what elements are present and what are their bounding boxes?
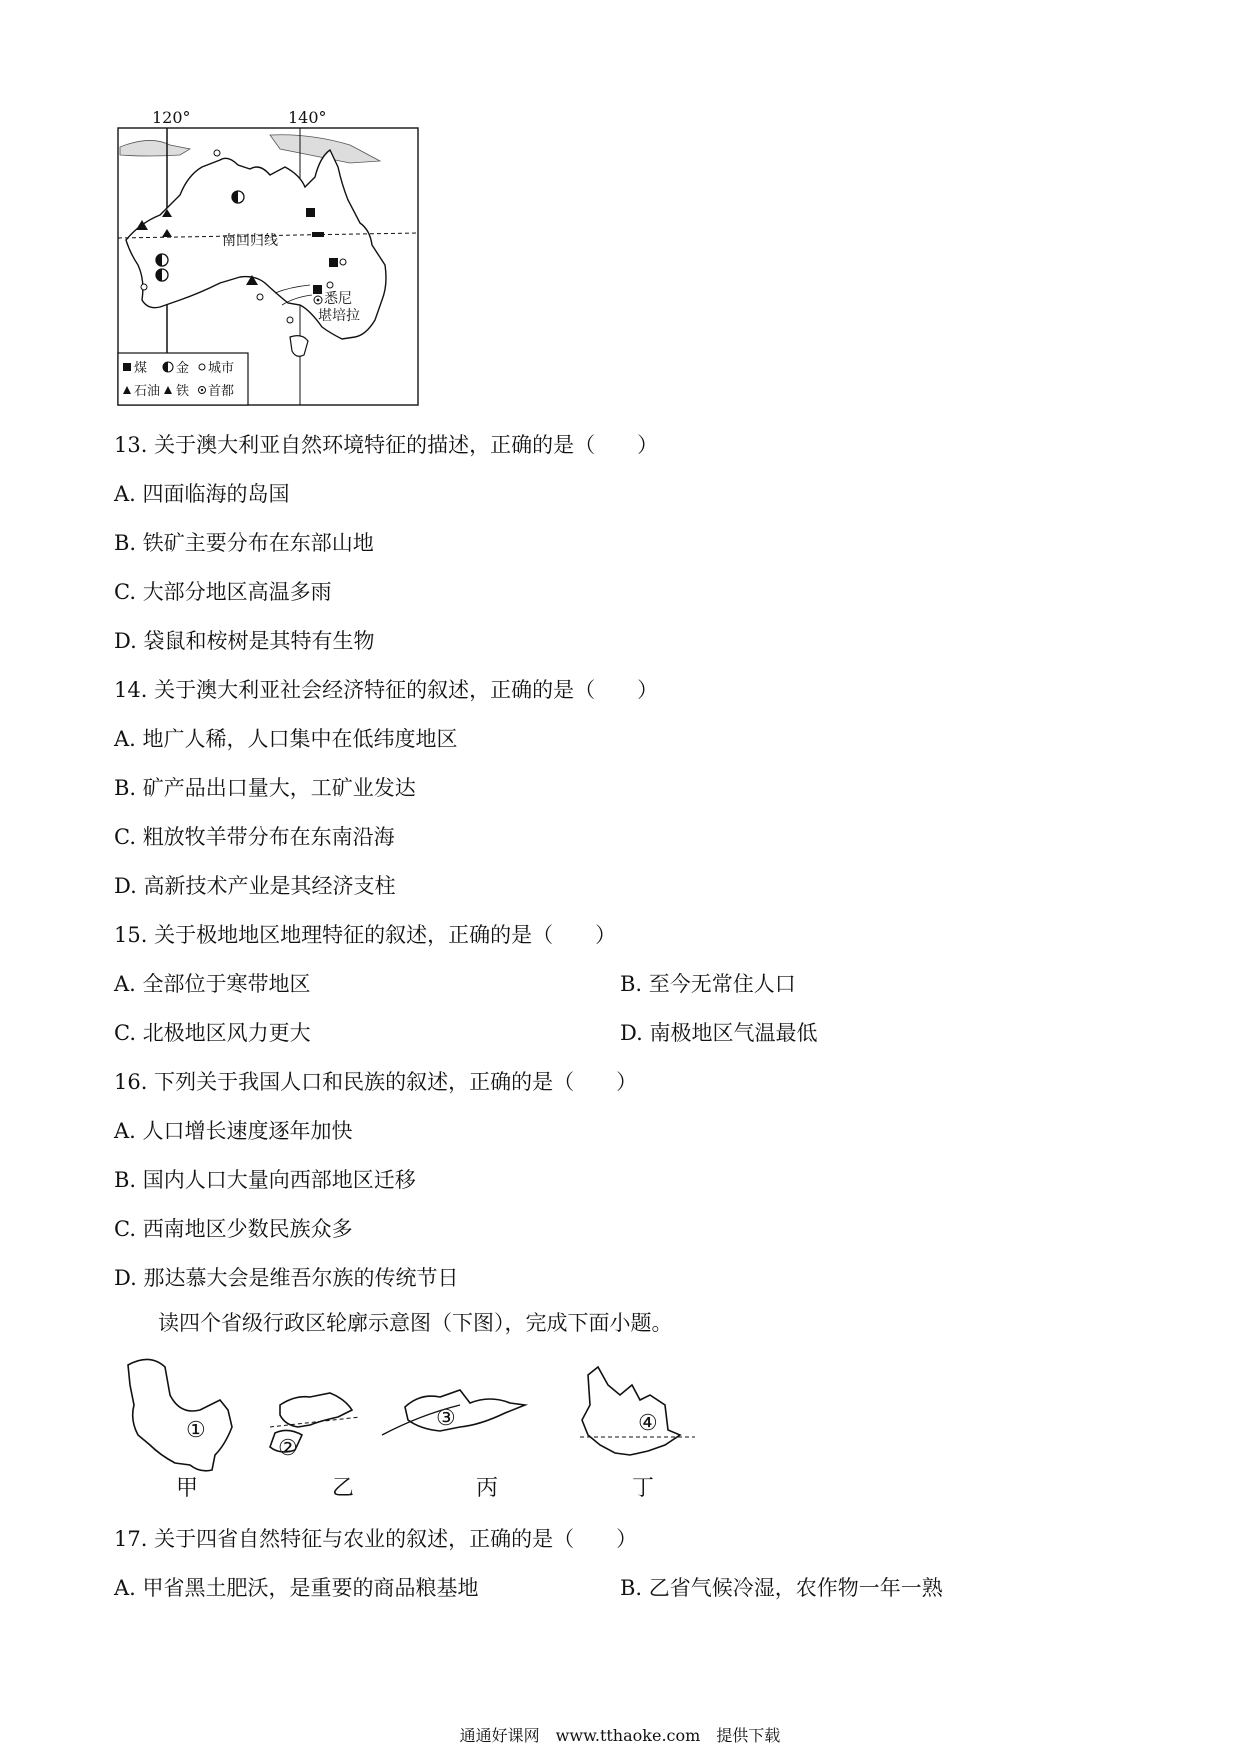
capital-icon (314, 296, 322, 304)
option-letter: A. (114, 482, 136, 506)
option-14-a (114, 726, 458, 752)
coal-icon (313, 285, 322, 294)
city-icon (327, 282, 333, 288)
question-text: 关于澳大利亚社会经济特征的叙述，正确的是（ ） (154, 678, 659, 702)
province-outlines (120, 1355, 720, 1505)
option-letter: B. (114, 1168, 137, 1192)
option-15-d (620, 1020, 817, 1046)
legend-gold-icon (163, 362, 173, 372)
province-ding-name: 丁 (632, 1476, 655, 1501)
legend-capital-label: 首都 (208, 384, 235, 399)
province-ding-outline (582, 1367, 680, 1455)
option-letter: A. (114, 972, 136, 996)
option-text: 甲省黑土肥沃，是重要的商品粮基地 (142, 1576, 479, 1600)
option-letter: B. (114, 531, 137, 555)
option-text: 国内人口大量向西部地区迁移 (142, 1168, 416, 1192)
question-text: 关于澳大利亚自然环境特征的描述，正确的是（ ） (154, 433, 659, 457)
option-text: 高新技术产业是其经济支柱 (143, 874, 396, 898)
option-15-c (114, 1020, 311, 1046)
option-letter: B. (114, 776, 137, 800)
option-14-d (114, 873, 395, 899)
option-17-b (620, 1575, 943, 1601)
city-icon (214, 150, 220, 156)
option-16-b (114, 1167, 416, 1193)
province-yi-name: 乙 (332, 1476, 355, 1501)
gold-icon (156, 269, 168, 281)
option-14-b (114, 775, 416, 801)
city-icon (141, 284, 147, 290)
section-intro: 读四个省级行政区轮廓示意图（下图），完成下面小题。 (158, 1311, 673, 1335)
city-icon (340, 259, 346, 265)
option-17-a (114, 1575, 479, 1601)
city-icon (257, 294, 263, 300)
legend-iron-label: 铁 (176, 384, 190, 399)
option-13-a (114, 481, 290, 507)
province-yi-dashed-line (270, 1417, 360, 1427)
question-text: 关于极地地区地理特征的叙述，正确的是（ ） (154, 923, 617, 947)
coal-icon (312, 232, 324, 237)
question-number: 14. (114, 678, 148, 702)
option-13-b (114, 530, 374, 556)
option-letter: C. (114, 1021, 136, 1045)
legend-capital-icon (199, 387, 206, 394)
province-jia-outline (128, 1359, 232, 1470)
question-13 (114, 432, 658, 458)
coal-icon (306, 208, 315, 217)
province-ding-marker: ④ (638, 1411, 658, 1436)
option-letter: D. (114, 874, 137, 898)
legend-city-icon (199, 364, 205, 370)
question-number: 13. (114, 433, 148, 457)
option-15-b (620, 971, 796, 997)
option-letter: B. (620, 972, 643, 996)
gold-icon (156, 254, 168, 266)
legend-city-label: 城市 (208, 361, 235, 376)
option-text: 那达慕大会是维吾尔族的传统节日 (143, 1266, 459, 1290)
option-text: 大部分地区高温多雨 (142, 580, 332, 604)
option-text: 矿产品出口量大，工矿业发达 (142, 776, 416, 800)
province-bing-outline (405, 1390, 525, 1431)
question-number: 16. (114, 1070, 148, 1094)
sydney-label: 悉尼 (324, 291, 352, 307)
province-bing-name: 丙 (476, 1476, 499, 1501)
australia-map (110, 105, 430, 410)
legend-oil-label: 石油 (134, 384, 161, 399)
option-text: 乙省气候冷湿，农作物一年一熟 (648, 1576, 943, 1600)
question-16 (114, 1069, 637, 1095)
province-jia-marker: ① (186, 1418, 206, 1443)
option-letter: C. (114, 825, 136, 849)
option-16-c (114, 1216, 353, 1242)
option-letter: D. (114, 1266, 137, 1290)
question-number: 17. (114, 1527, 148, 1551)
option-15-a (114, 971, 311, 997)
option-13-c (114, 579, 332, 605)
option-letter: D. (620, 1021, 643, 1045)
option-text: 铁矿主要分布在东部山地 (142, 531, 374, 555)
legend-gold-label: 金 (176, 361, 190, 376)
option-letter: B. (620, 1576, 643, 1600)
canberra-label: 堪培拉 (318, 308, 360, 324)
option-letter: C. (114, 580, 136, 604)
option-text: 人口增长速度逐年加快 (142, 1119, 353, 1143)
option-13-d (114, 628, 374, 654)
option-letter: A. (114, 727, 136, 751)
option-letter: A. (114, 1119, 136, 1143)
option-text: 粗放牧羊带分布在东南沿海 (142, 825, 395, 849)
legend-coal-icon (123, 363, 131, 371)
page-footer: 通通好课网 www.tthaoke.com 提供下载 (459, 1726, 781, 1745)
province-bing-marker: ③ (436, 1406, 456, 1431)
option-16-d (114, 1265, 458, 1291)
option-14-c (114, 824, 395, 850)
gold-icon (232, 191, 244, 203)
option-text: 西南地区少数民族众多 (142, 1217, 353, 1241)
question-14 (114, 677, 658, 703)
option-text: 四面临海的岛国 (142, 482, 290, 506)
option-text: 北极地区风力更大 (142, 1021, 311, 1045)
option-text: 南极地区气温最低 (649, 1021, 818, 1045)
option-letter: C. (114, 1217, 136, 1241)
province-yi-outline (280, 1393, 352, 1427)
option-16-a (114, 1118, 353, 1144)
question-text: 下列关于我国人口和民族的叙述，正确的是（ ） (154, 1070, 638, 1094)
legend-coal-label: 煤 (134, 361, 148, 376)
province-jia-name: 甲 (176, 1476, 199, 1501)
option-letter: D. (114, 629, 137, 653)
coal-icon (329, 258, 338, 267)
province-yi-marker: ② (278, 1436, 298, 1461)
lon-120-label: 120° (152, 108, 191, 127)
tropic-label: 南回归线 (222, 233, 278, 249)
option-letter: A. (114, 1576, 136, 1600)
option-text: 至今无常住人口 (648, 972, 796, 996)
question-15 (114, 922, 616, 948)
option-text: 全部位于寒带地区 (142, 972, 311, 996)
city-icon (287, 317, 293, 323)
question-17 (114, 1526, 637, 1552)
option-text: 地广人稀，人口集中在低纬度地区 (142, 727, 458, 751)
question-number: 15. (114, 923, 148, 947)
question-text: 关于四省自然特征与农业的叙述，正确的是（ ） (154, 1527, 638, 1551)
option-text: 袋鼠和桉树是其特有生物 (143, 629, 375, 653)
lon-140-label: 140° (288, 108, 327, 127)
